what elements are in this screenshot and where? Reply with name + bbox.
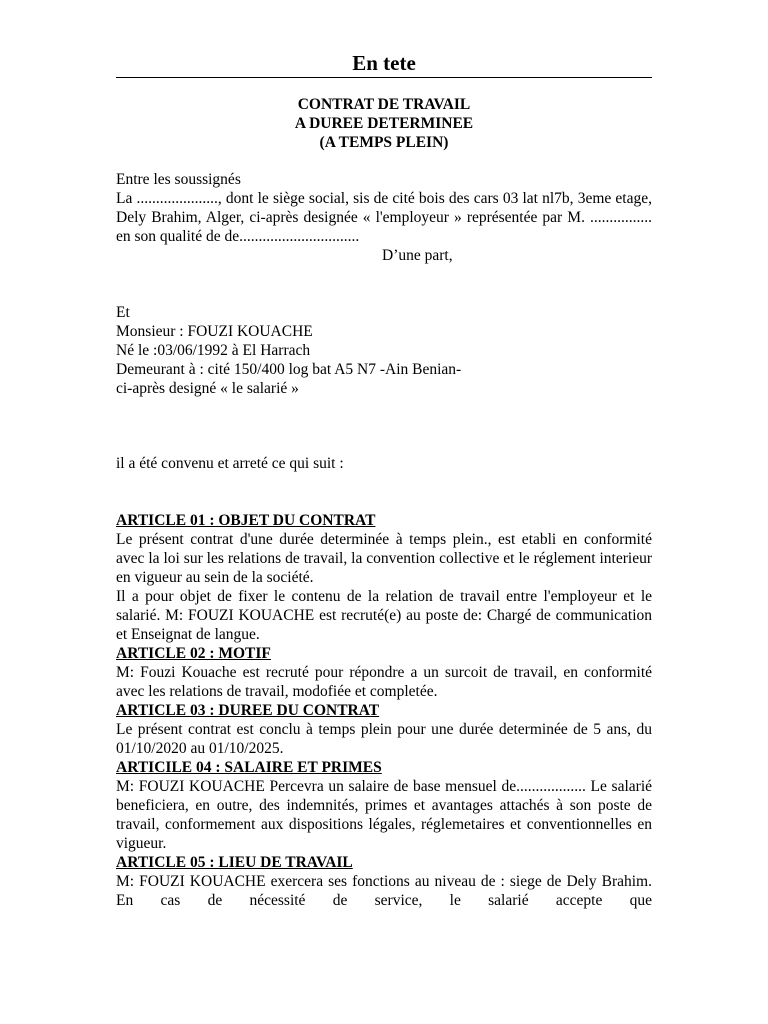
article-04 — [116, 758, 652, 853]
article-03 — [116, 701, 652, 758]
article-paragraph: M: FOUZI KOUACHE exercera ses fonctions au niveau de : siege de Dely Brahim. En cas de nécessité de service, le salarié accepte que — [116, 873, 652, 909]
employer-closing: D’une part, — [382, 247, 453, 264]
article-paragraph: Le présent contrat est conclu à temps plein pour une durée determinée de 5 ans, du 01/10/2020 au 01/10/2025. — [116, 721, 652, 757]
employee-name: Monsieur : FOUZI KOUACHE — [116, 323, 313, 340]
page-header: En tete — [116, 50, 652, 78]
article-paragraph: Il a pour objet de fixer le contenu de la relation de travail entre l'employeur et le salarié. M: FOUZI KOUACHE est recruté(e) au poste de: Chargé de communication et Enseignat de langue. — [116, 588, 652, 643]
employer-paragraph: La ....................., dont le siège social, sis de cité bois des cars 03 lat nl7b, 3eme etage, Dely Brahim, Alger, ci-après designée « l'employeur » représentée par M. ................ en son qualité de de............................... — [116, 190, 652, 245]
employee-designation: ci-après designé « le salarié » — [116, 380, 299, 397]
employee-birth: Né le :03/06/1992 à El Harrach — [116, 342, 311, 359]
parties-intro: Entre les soussignés — [116, 171, 241, 188]
article-paragraph: M: Fouzi Kouache est recruté pour répondre a un surcoit de travail, en conformité avec les relations de travail, modofiée et completée. — [116, 664, 652, 700]
parties-section — [116, 170, 652, 398]
contract-title-line-2: A DUREE DETERMINEE — [294, 115, 474, 132]
article-05 — [116, 853, 652, 910]
and-line: Et — [116, 304, 130, 321]
document-content — [116, 0, 652, 910]
article-02 — [116, 644, 652, 701]
article-title: ARTICLE 01 : OBJET DU CONTRAT — [116, 512, 376, 529]
article-title: ARTICILE 04 : SALAIRE ET PRIMES — [116, 759, 382, 776]
article-paragraph: Le présent contrat d'une durée determinée à temps plein., est etabli en conformité avec la loi sur les relations de travail, la convention collective et le réglement interieur en vigueur au sein de la société. — [116, 531, 652, 586]
article-paragraph: M: FOUZI KOUACHE Percevra un salaire de base mensuel de.................. Le salarié beneficiera, en outre, des indemnités, primes et avantages attachés à son poste de travail, conformement aux dispositions légales, réglemetaires et conventionnelles en vigueur. — [116, 778, 652, 852]
article-title: ARTICLE 03 : DUREE DU CONTRAT — [116, 702, 380, 719]
article-01 — [116, 511, 652, 644]
employee-address: Demeurant à : cité 150/400 log bat A5 N7 -Ain Benian- — [116, 361, 462, 378]
agreement-line: il a été convenu et arreté ce qui suit : — [116, 455, 344, 472]
article-title: ARTICLE 02 : MOTIF — [116, 645, 271, 662]
article-title: ARTICLE 05 : LIEU DE TRAVAIL — [116, 854, 353, 871]
contract-title — [116, 95, 652, 152]
contract-title-line-1: CONTRAT DE TRAVAIL — [297, 96, 471, 113]
articles-section — [116, 511, 652, 910]
contract-title-line-3: (A TEMPS PLEIN) — [319, 134, 449, 151]
